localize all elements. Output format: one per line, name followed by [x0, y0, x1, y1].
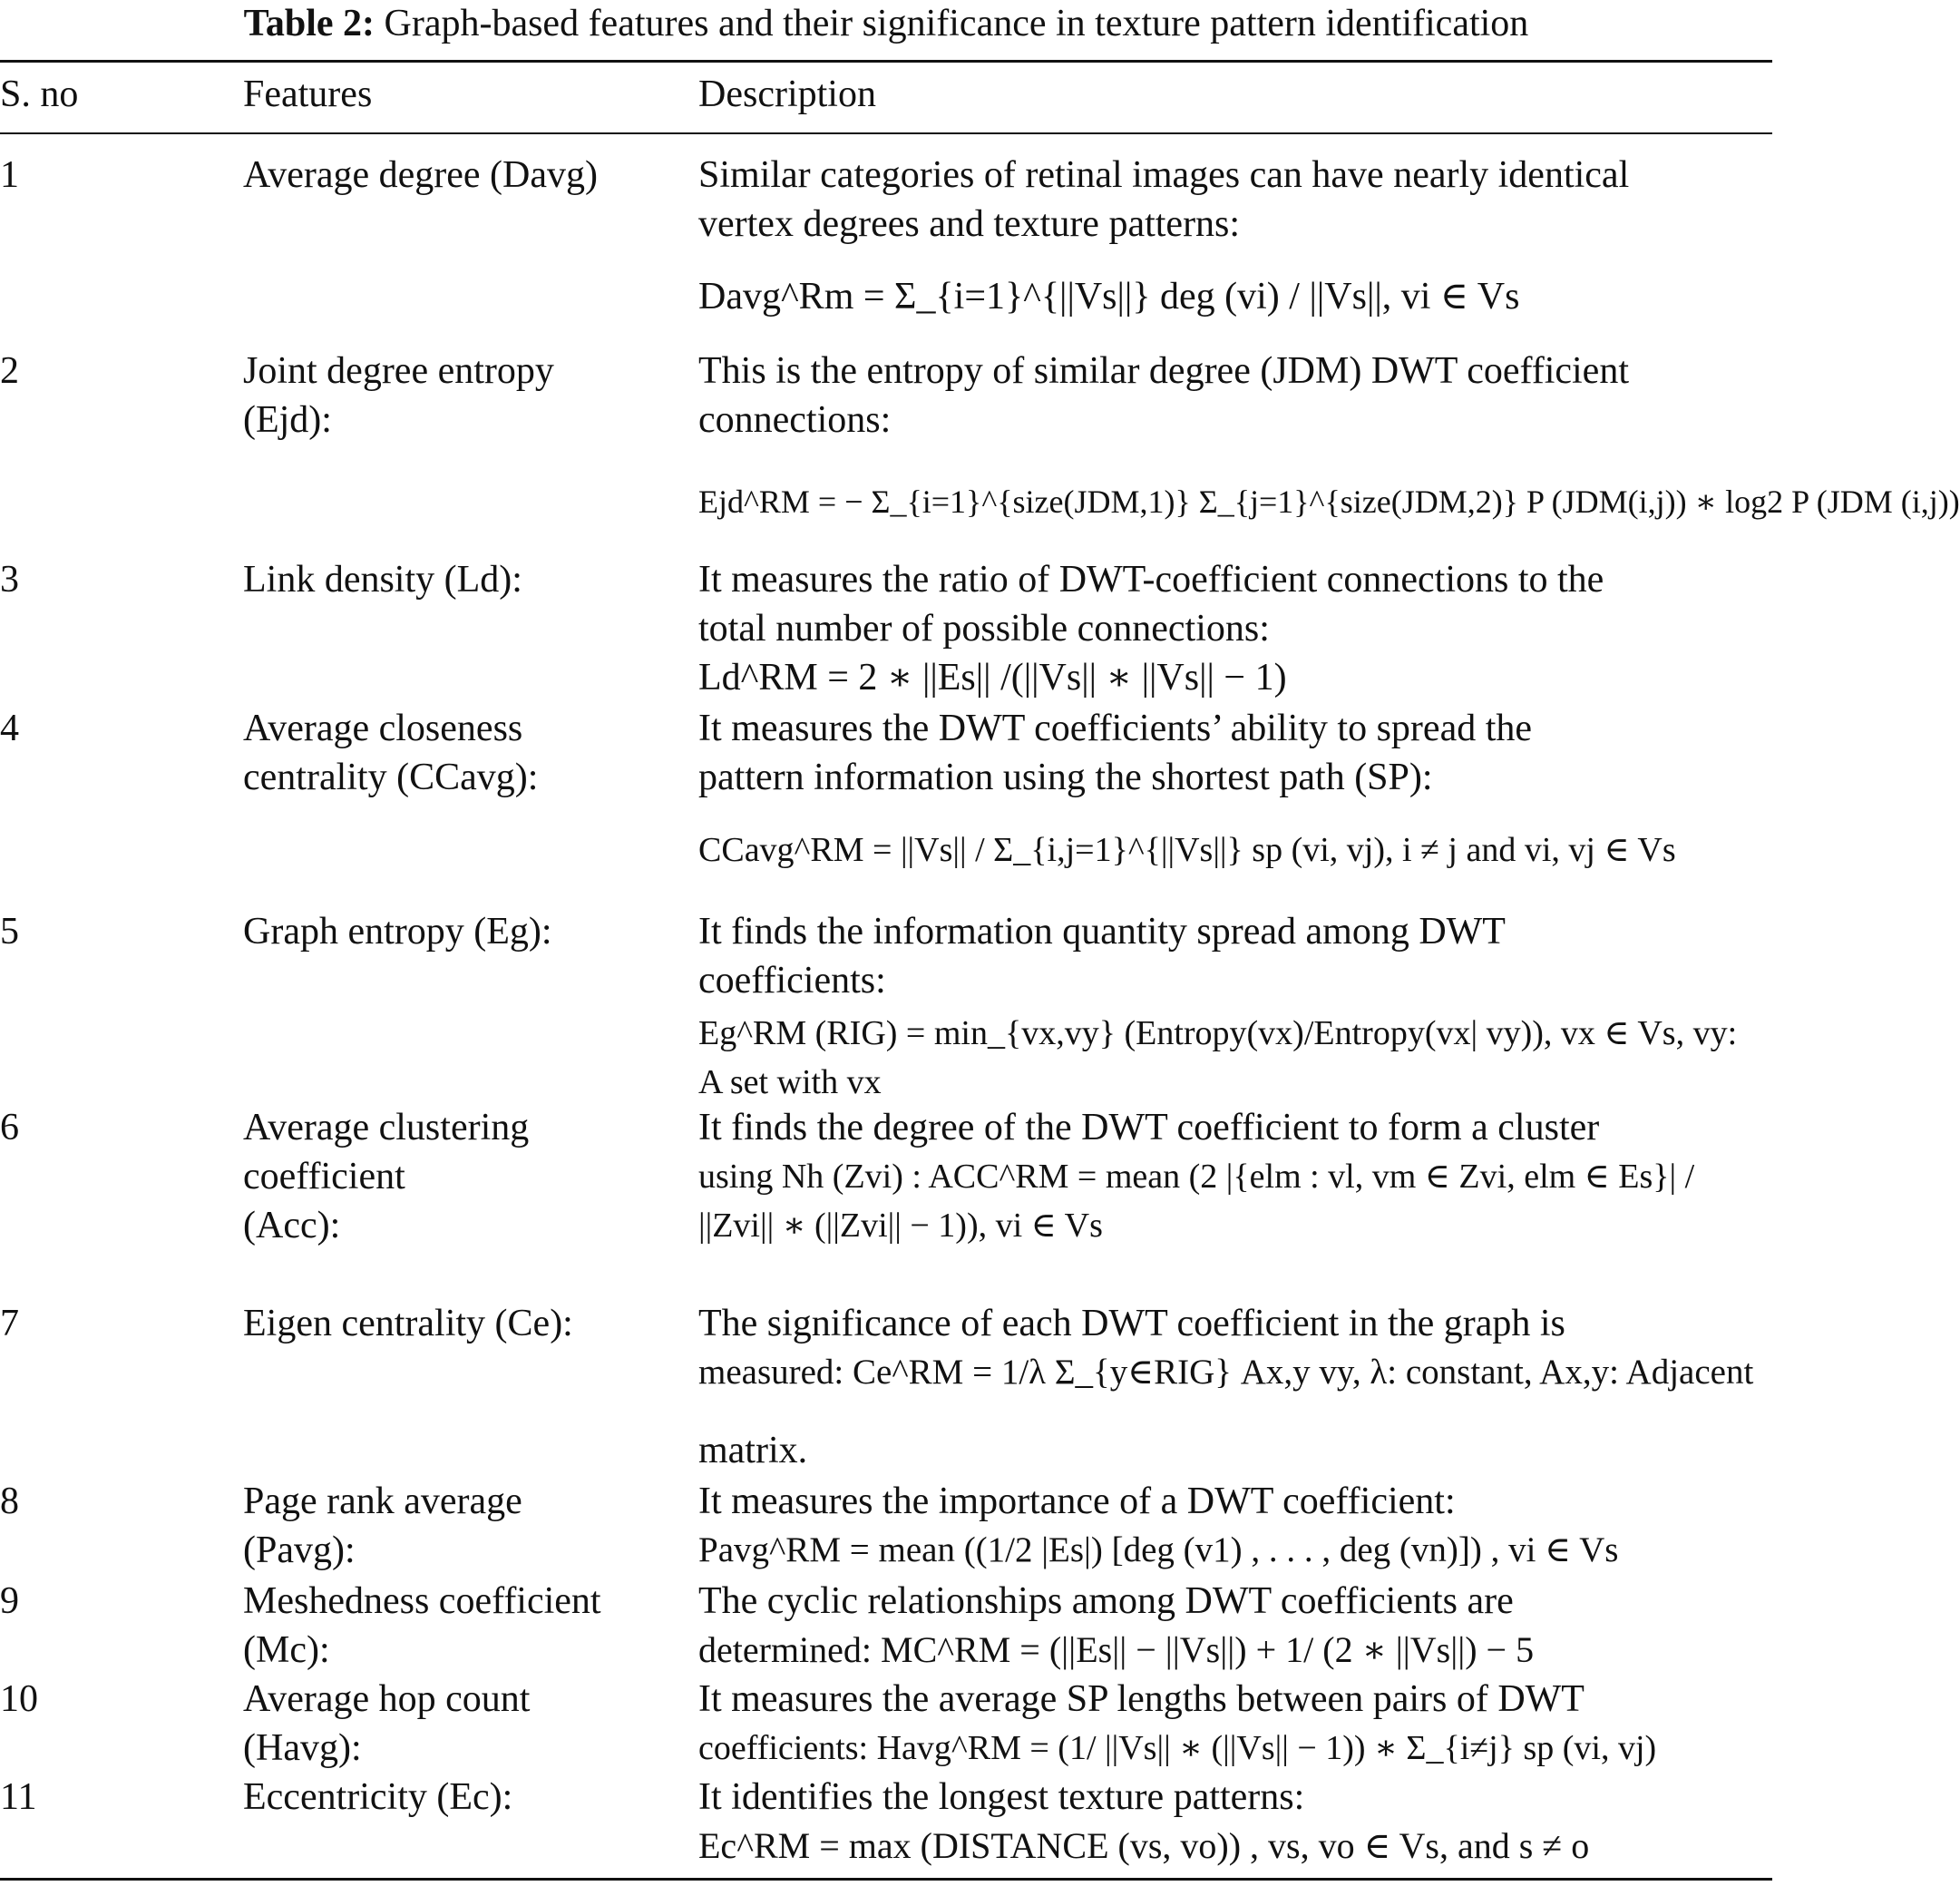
row-7-sno: 7 [0, 1303, 19, 1344]
row-11-sno: 11 [0, 1776, 37, 1818]
row-8-feature-line-1: Page rank average [243, 1480, 522, 1522]
row-6-feature-line-3: (Acc): [243, 1205, 341, 1246]
row-8-feature-line-2: (Pavg): [243, 1529, 356, 1571]
row-11-feature [243, 1773, 512, 1822]
caption-label: Table 2: [243, 3, 375, 44]
row-10-feature-line-2: (Havg): [243, 1727, 362, 1769]
row-2-description [698, 347, 1629, 445]
row-1-sno: 1 [0, 154, 19, 196]
row-2-sno: 2 [0, 350, 19, 392]
row-8-formula: Pavg^RM = mean ((1/2 |Es|) [deg (v1) , . . . , deg (vn)]) , vi ∈ Vs [698, 1530, 1619, 1569]
row-9-description: The cyclic relationships among DWT coefficients are [698, 1580, 1514, 1622]
row-6-feature-line-1: Average clustering [243, 1107, 530, 1148]
row-3-feature-line: Link density (Ld): [243, 559, 522, 601]
header-rule [0, 132, 1772, 134]
row-3-feature [243, 555, 522, 604]
row-4-description [698, 704, 1532, 802]
row-5-desc-line-2: coefficients: [698, 960, 886, 1002]
row-3-sno: 3 [0, 559, 19, 601]
row-1-feature [243, 151, 598, 200]
row-4-desc-line-2: pattern information using the shortest path (SP): [698, 757, 1433, 798]
bottom-rule [0, 1878, 1772, 1881]
row-2-formula: Ejd^RM = − Σ_{i=1}^{size(JDM,1)} Σ_{j=1}^{size(JDM,2)} P (JDM(i,j)) ∗ log2 P (JDM (i,j)) [698, 484, 1960, 520]
row-7-description-line-2: matrix. [698, 1430, 808, 1471]
row-10-sno: 10 [0, 1678, 38, 1720]
row-9-formula: determined: MC^RM = (||Es|| − ||Vs||) + 1/ (2 ∗ ||Vs||) − 5 [698, 1629, 1535, 1670]
row-6-feature [243, 1103, 529, 1250]
row-5-desc-line-1: It finds the information quantity spread among DWT [698, 911, 1506, 953]
row-11-formula: Ec^RM = max (DISTANCE (vs, vo)) , vs, vo ∈ Vs, and s ≠ o [698, 1825, 1590, 1866]
row-2-feature-line-1: Joint degree entropy [243, 350, 554, 392]
row-5-feature-line: Graph entropy (Eg): [243, 911, 552, 953]
row-1-feature-line: Average degree (Davg) [243, 154, 598, 196]
row-4-formula: CCavg^RM = ||Vs|| / Σ_{i,j=1}^{||Vs||} sp (vi, vj), i ≠ j and vi, vj ∈ Vs [698, 831, 1676, 869]
header-sno: S. no [0, 73, 79, 115]
row-6-formula: using Nh (Zvi) : ACC^RM = mean (2 |{elm : vl, vm ∈ Zvi, elm ∈ Es}| / ||Zvi|| ∗ (||Zvi|| − 1)), vi ∈ Vs [698, 1158, 1695, 1245]
row-4-desc-line-1: It measures the DWT coefficients’ ability to spread the [698, 708, 1533, 749]
row-7-formula: measured: Ce^RM = 1/λ Σ_{y∈RIG} Ax,y vy, λ: constant, Ax,y: Adjacent [698, 1353, 1754, 1392]
top-rule [0, 60, 1772, 63]
row-11-description: It identifies the longest texture patterns: [698, 1776, 1305, 1818]
table-caption [0, 2, 1772, 45]
row-8-feature [243, 1477, 522, 1575]
row-3-description [698, 555, 1604, 653]
row-7-feature-line: Eigen centrality (Ce): [243, 1303, 573, 1344]
row-9-feature [243, 1577, 601, 1675]
row-10-feature [243, 1675, 530, 1773]
row-1-desc-line-1: Similar categories of retinal images can have nearly identical [698, 154, 1630, 196]
row-8-description: It measures the importance of a DWT coefficient: [698, 1480, 1456, 1522]
row-11-feature-line: Eccentricity (Ec): [243, 1776, 513, 1818]
row-2-desc-line-1: This is the entropy of similar degree (JDM) DWT coefficient [698, 350, 1629, 392]
row-3-desc-line-2: total number of possible connections: [698, 608, 1270, 650]
row-1-formula: Davg^Rm = Σ_{i=1}^{||Vs||} deg (vi) / ||Vs||, vi ∈ Vs [698, 276, 1520, 318]
row-2-desc-line-2: connections: [698, 399, 892, 441]
row-9-sno: 9 [0, 1580, 19, 1622]
header-description: Description [698, 73, 876, 115]
row-4-sno: 4 [0, 708, 19, 749]
row-10-feature-line-1: Average hop count [243, 1678, 531, 1720]
row-9-feature-line-2: (Mc): [243, 1629, 330, 1671]
header-features: Features [243, 73, 373, 115]
row-3-desc-line-1: It measures the ratio of DWT-coefficient connections to the [698, 559, 1604, 601]
row-8-sno: 8 [0, 1480, 19, 1522]
row-6-sno: 6 [0, 1107, 19, 1148]
row-4-feature-line-1: Average closeness [243, 708, 523, 749]
row-9-feature-line-1: Meshedness coefficient [243, 1580, 601, 1622]
row-10-description: It measures the average SP lengths between pairs of DWT [698, 1678, 1585, 1720]
row-6-feature-line-2: coefficient [243, 1156, 405, 1197]
row-2-feature [243, 347, 554, 445]
row-4-feature [243, 704, 538, 802]
row-7-feature [243, 1299, 573, 1348]
row-2-feature-line-2: (Ejd): [243, 399, 332, 441]
row-5-description [698, 907, 1506, 1005]
row-5-feature [243, 907, 552, 956]
row-6-desc-line-1: It finds the degree of the DWT coefficient to form a cluster [698, 1107, 1600, 1148]
row-1-desc-line-2: vertex degrees and texture patterns: [698, 203, 1241, 245]
row-5-sno: 5 [0, 911, 19, 953]
row-6-description [698, 1103, 1599, 1152]
caption-text: Graph-based features and their significance in texture pattern identification [384, 3, 1529, 44]
row-1-description [698, 151, 1629, 249]
row-7-description-line-1: The significance of each DWT coefficient in the graph is [698, 1303, 1565, 1344]
row-3-formula: Ld^RM = 2 ∗ ||Es|| /(||Vs|| ∗ ||Vs|| − 1) [698, 657, 1287, 699]
row-10-formula: coefficients: Havg^RM = (1/ ||Vs|| ∗ (||Vs|| − 1)) ∗ Σ_{i≠j} sp (vi, vj) [698, 1729, 1657, 1767]
row-4-feature-line-2: centrality (CCavg): [243, 757, 539, 798]
row-5-formula: Eg^RM (RIG) = min_{vx,vy} (Entropy(vx)/Entropy(vx| vy)), vx ∈ Vs, vy: A set with vx [698, 1014, 1738, 1101]
